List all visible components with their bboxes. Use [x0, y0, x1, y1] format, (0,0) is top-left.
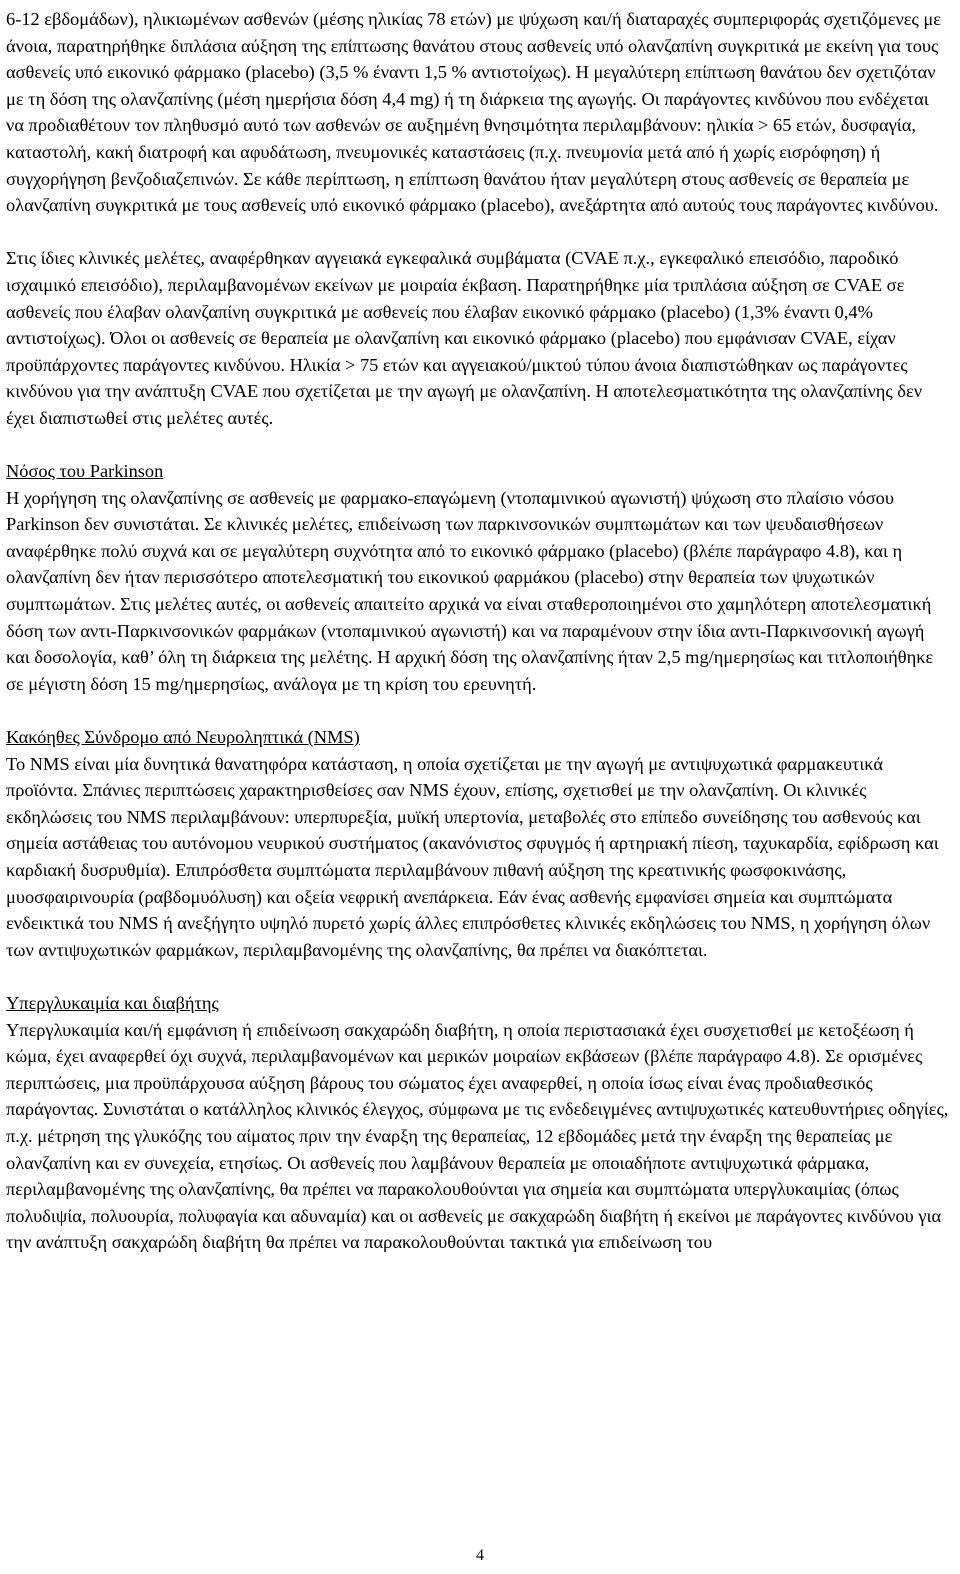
hyperglycemia-heading: Υπεργλυκαιμία και διαβήτης	[6, 992, 219, 1013]
nms-heading: Κακόηθες Σύνδρομο από Νευροληπτικά (NMS)	[6, 727, 360, 748]
cvae-paragraph: Στις ίδιες κλινικές μελέτες, αναφέρθηκαν αγγειακά εγκεφαλικά συμβάματα (CVAE π.χ., εγκεφαλικό επεισόδιο, παροδικό ισχαιμικό επεισόδιο), περιλαμβανομένων εκείνων με μοιραία έκβαση. Παρατηρήθηκε μία τριπλάσια αύξηση σε CVAE σε ασθενείς που έλαβαν ολανζαπίνη συγκριτικά με ασθενείς που έλαβαν εικονικό φάρμακο (placebo) (1,3% έναντι 0,4% αντιστοίχως). Όλοι οι ασθενείς σε θεραπεία με ολανζαπίνη και εικονικό φάρμακο (placebo) που εμφάνισαν CVAE, είχαν προϋπάρχοντες παράγοντες κινδύνου. Ηλικία > 75 ετών και αγγειακού/μικτού τύπου άνοια διαπιστώθηκαν ως παράγοντες κινδύνου για την ανάπτυξη CVAE που σχετίζεται με την αγωγή με ολανζαπίνη. Η αποτελεσματικότητα της ολανζαπίνης δεν έχει διαπιστωθεί στις μελέτες αυτές.	[6, 248, 923, 428]
nms-paragraph: Το NMS είναι μία δυνητικά θανατηφόρα κατάσταση, η οποία σχετίζεται με την αγωγή με αντιψυχωτικά φαρμακευτικά προϊόντα. Σπάνιες περιπτώσεις χαρακτηρισθείσες σαν NMS έχουν, επίσης, σχετισθεί με την ολανζαπίνη. Οι κλινικές εκδηλώσεις του NMS περιλαμβάνουν: υπερπυρεξία, μυϊκή υπερτονία, μεταβολές στο επίπεδο συνείδησης του ασθενούς και σημεία αστάθειας του αυτόνομου νευρικού συστήματος (ακανόνιστος σφυγμός ή αρτηριακή πίεση, ταχυκαρδία, εφίδρωση και καρδιακή δυσρυθμία). Επιπρόσθετα συμπτώματα περιλαμβάνουν πιθανή αύξηση της κρεατινικής φωσφοκινάσης, μυοσφαιρινουρία (ραβδομυόλυση) και οξεία νεφρική ανεπάρκεια. Εάν ένας ασθενής εμφανίσει σημεία και συμπτώματα ενδεικτικά του NMS ή ανεξήγητο υψηλό πυρετό χωρίς άλλες επιπρόσθετες κλινικές εκδηλώσεις του NMS, η χορήγηση όλων των αντιψυχωτικών φαρμάκων, περιλαμβανομένης της ολανζαπίνης, θα πρέπει να διακόπτεται.	[6, 753, 939, 960]
hyperglycemia-section	[6, 990, 950, 1256]
parkinson-heading: Νόσος του Parkinson	[6, 461, 164, 482]
cvae-section	[6, 245, 950, 431]
parkinson-paragraph: Η χορήγηση της ολανζαπίνης σε ασθενείς με φαρμακο-επαγώμενη (ντοπαμινικού αγωνιστή) ψύχωση στο πλαίσιο νόσου Parkinson δεν συνιστάται. Σε κλινικές μελέτες, επιδείνωση των παρκινσονικών συμπτωμάτων και των ψευδαισθήσεων αναφέρθηκε πολύ συχνά και σε μεγαλύτερη συχνότητα από το εικονικό φάρμακο (placebo) (βλέπε παράγραφο 4.8), και η ολανζαπίνη δεν ήταν περισσότερο αποτελεσματική του εικονικού φαρμάκου (placebo) στην θεραπεία των ψυχωτικών συμπτωμάτων. Στις μελέτες αυτές, οι ασθενείς απαιτείτο αρχικά να είναι σταθεροποιημένοι στο χαμηλότερη αποτελεσματική δόση των αντι-Παρκινσονικών φαρμάκων (ντοπαμινικού αγωνιστή) και να παραμένουν στην ίδια αντι-Παρκινσονική αγωγή και δοσολογία, καθ’ όλη τη διάρκεια της μελέτης. Η αρχική δόση της ολανζαπίνης ήταν 2,5 mg/ημερησίως και τιτλοποιήθηκε σε μέγιστη δόση 15 mg/ημερησίως, ανάλογα με τη κρίση του ερευνητή.	[6, 487, 934, 694]
nms-section	[6, 724, 950, 963]
page-number: 4	[476, 1547, 484, 1564]
dementia-mortality-section	[6, 6, 950, 219]
parkinson-section	[6, 458, 950, 697]
dementia-mortality-paragraph: 6-12 εβδομάδων), ηλικιωμένων ασθενών (μέσης ηλικίας 78 ετών) με ψύχωση και/ή διαταραχές συμπεριφοράς σχετιζόμενες με άνοια, παρατηρήθηκε διπλάσια αύξηση της επίπτωσης θανάτου στους ασθενείς υπό ολανζαπίνη συγκριτικά με εκείνη για τους ασθενείς υπό εικονικό φάρμακο (placebo) (3,5 % έναντι 1,5 % αντιστοίχως). Η μεγαλύτερη επίπτωση θανάτου δεν σχετιζόταν με τη δόση της ολανζαπίνης (μέση ημερήσια δόση 4,4 mg) ή τη διάρκεια της αγωγής. Οι παράγοντες κινδύνου που ενδέχεται να προδιαθέτουν τον πληθυσμό αυτό των ασθενών σε αυξημένη θνησιμότητα περιλαμβάνουν: ηλικία > 65 ετών, δυσφαγία, καταστολή, κακή διατροφή και αφυδάτωση, πνευμονικές καταστάσεις (π.χ. πνευμονία μετά από ή χωρίς εισρόφηση) ή συγχορήγηση βενζοδιαζεπινών. Σε κάθε περίπτωση, η επίπτωση θανάτου ήταν μεγαλύτερη στους ασθενείς σε θεραπεία με ολανζαπίνη συγκριτικά με τους ασθενείς υπό εικονικό φάρμακο (placebo), ανεξάρτητα από αυτούς τους παράγοντες κινδύνου.	[6, 9, 941, 216]
document-page	[6, 6, 950, 1283]
hyperglycemia-paragraph: Υπεργλυκαιμία και/ή εμφάνιση ή επιδείνωση σακχαρώδη διαβήτη, η οποία περιστασιακά έχει συσχετισθεί με κετοξέωση ή κώμα, έχει αναφερθεί όχι συχνά, περιλαμβανομένων και μερικών μοιραίων εκβάσεων (βλέπε παράγραφο 4.8). Σε ορισμένες περιπτώσεις, μια προϋπάρχουσα αύξηση βάρους του σώματος έχει αναφερθεί, η οποία ίσως είναι ένας προδιαθεσικός παράγοντας. Συνιστάται ο κατάλληλος κλινικός έλεγχος, σύμφωνα με τις ενδεδειγμένες αντιψυχωτικές κατευθυντήριες οδηγίες, π.χ. μέτρηση της γλυκόζης του αίματος πριν την έναρξη της θεραπείας, 12 εβδομάδες μετά την έναρξη της θεραπείας με ολανζαπίνη και εν συνεχεία, ετησίως. Οι ασθενείς που λαμβάνουν θεραπεία με οποιαδήποτε αντιψυχωτικά φάρμακα, περιλαμβανομένης της ολανζαπίνης, θα πρέπει να παρακολουθούνται για σημεία και συμπτώματα υπεργλυκαιμίας (όπως πολυδιψία, πολυουρία, πολυφαγία και αδυναμία) και οι ασθενείς με σακχαρώδη διαβήτη ή εκείνοι με παράγοντες κινδύνου για την ανάπτυξη σακχαρώδη διαβήτη θα πρέπει να παρακολουθούνται τακτικά για επιδείνωση του	[6, 1019, 949, 1253]
